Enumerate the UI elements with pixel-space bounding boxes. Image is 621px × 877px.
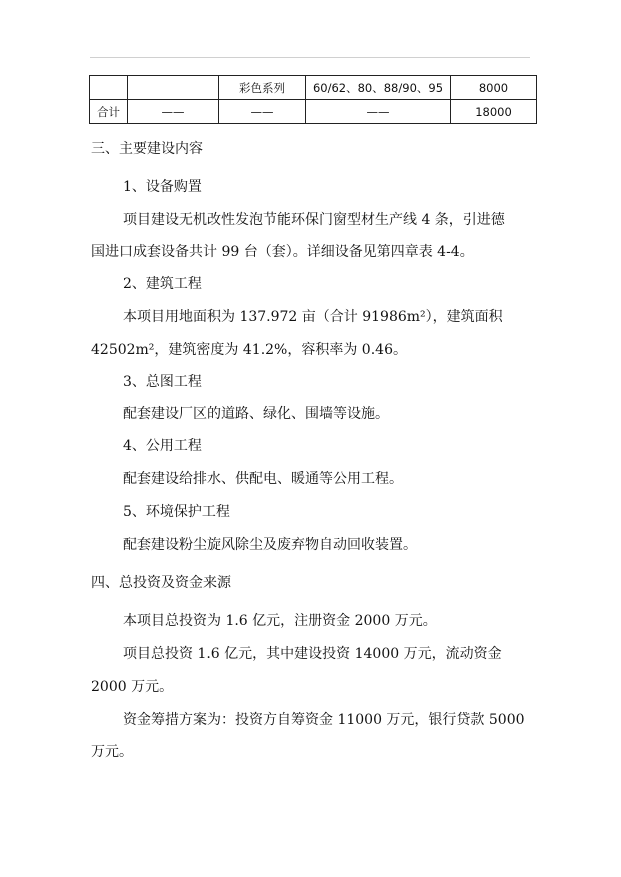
table-cell: 60/62、80、88/90、95 xyxy=(306,76,451,100)
table-cell: 8000 xyxy=(451,76,537,100)
table-cell: 彩色系列 xyxy=(219,76,306,100)
table-cell: 18000 xyxy=(451,100,537,124)
paragraph-4-2-line-1: 项目总投资 1.6 亿元，其中建设投资 14000 万元，流动资金 xyxy=(123,646,502,662)
table-row xyxy=(90,76,537,100)
paragraph-3-1-line-1: 项目建设无机改性发泡节能环保门窗型材生产线 4 条，引进德 xyxy=(123,212,505,228)
table-cell xyxy=(90,76,128,100)
subsection-3-4-heading: 4、公用工程 xyxy=(123,438,202,454)
table-cell: —— xyxy=(128,100,219,124)
header-rule xyxy=(90,57,530,58)
table-cell: —— xyxy=(306,100,451,124)
subsection-3-5-heading: 5、环境保护工程 xyxy=(123,504,230,520)
paragraph-3-5: 配套建设粉尘旋风除尘及废弃物自动回收装置。 xyxy=(123,537,417,553)
paragraph-3-1-line-2: 国进口成套设备共计 99 台（套）。详细设备见第四章表 4-4。 xyxy=(91,244,474,260)
table-cell xyxy=(128,76,219,100)
subsection-3-1-heading: 1、设备购置 xyxy=(123,179,202,195)
paragraph-3-4: 配套建设给排水、供配电、暖通等公用工程。 xyxy=(123,471,403,487)
paragraph-3-3: 配套建设厂区的道路、绿化、围墙等设施。 xyxy=(123,406,389,422)
table-row xyxy=(90,100,537,124)
section-4-heading: 四、总投资及资金来源 xyxy=(91,575,231,591)
table-cell: —— xyxy=(219,100,306,124)
paragraph-3-2-line-2: 42502m²，建筑密度为 41.2%，容积率为 0.46。 xyxy=(91,342,407,358)
equipment-table xyxy=(89,75,537,124)
subsection-3-2-heading: 2、建筑工程 xyxy=(123,276,202,292)
table-cell: 合计 xyxy=(90,100,128,124)
paragraph-4-3-line-2: 万元。 xyxy=(91,744,133,760)
section-3-heading: 三、主要建设内容 xyxy=(91,141,203,157)
subsection-3-3-heading: 3、总图工程 xyxy=(123,374,202,390)
paragraph-4-1: 本项目总投资为 1.6 亿元，注册资金 2000 万元。 xyxy=(123,613,437,629)
paragraph-4-3-line-1: 资金筹措方案为：投资方自筹资金 11000 万元，银行贷款 5000 xyxy=(123,712,525,728)
paragraph-4-2-line-2: 2000 万元。 xyxy=(91,679,174,695)
paragraph-3-2-line-1: 本项目用地面积为 137.972 亩（合计 91986m²），建筑面积 xyxy=(123,309,503,325)
